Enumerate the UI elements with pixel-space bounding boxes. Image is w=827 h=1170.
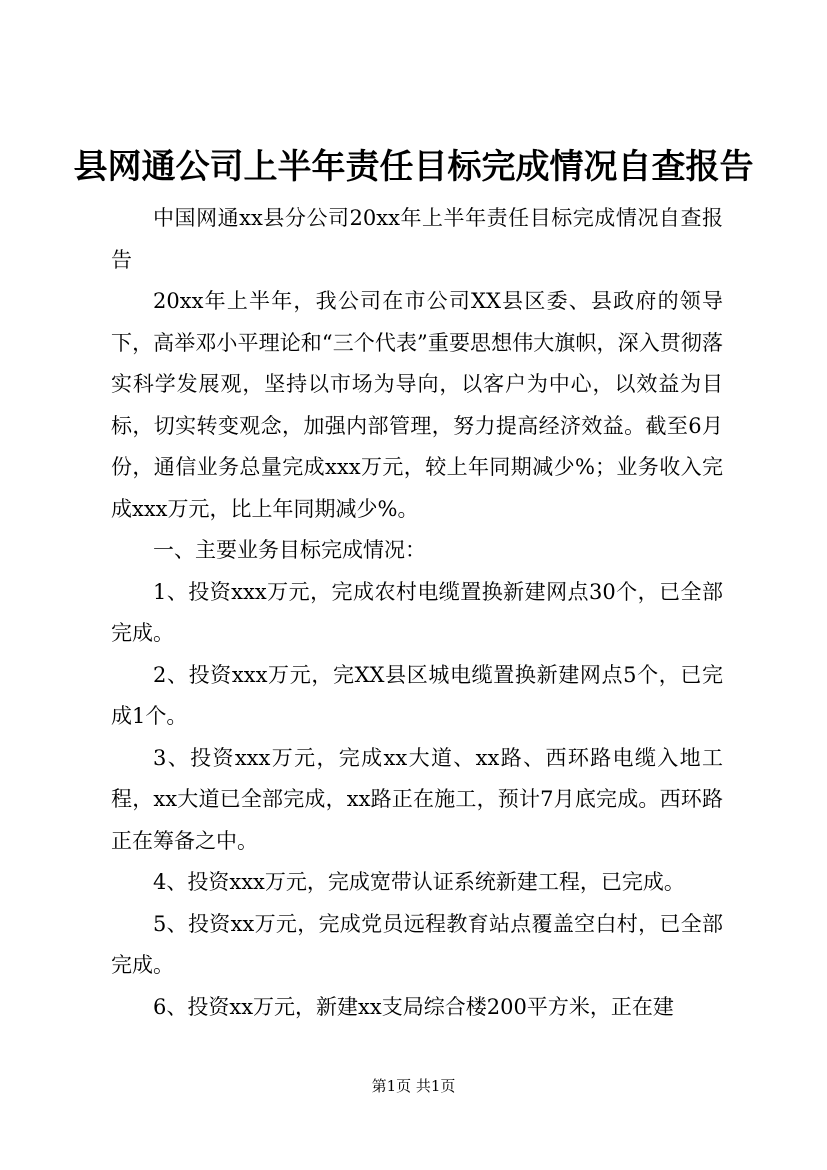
paragraph: 中国网通xx县分公司20xx年上半年责任目标完成情况自查报告 xyxy=(111,206,723,272)
document-title: 县网通公司上半年责任目标完成情况自查报告 xyxy=(73,147,754,187)
page-footer: 第1页 共1页 xyxy=(371,1077,456,1095)
list-item: 3、投资xxx万元，完成xx大道、xx路、西环路电缆入地工程，xx大道已全部完成，xx路正在施工，预计7月底完成。西环路正在筹备之中。 xyxy=(111,745,723,853)
paragraph: 20xx年上半年，我公司在市公司XX县区委、县政府的领导下，高举邓小平理论和“三个代表”重要思想伟大旗帜，深入贯彻落实科学发展观，坚持以市场为导向，以客户为中心，以效益为目标，切实转变观念，加强内部管理，努力提高经济效益。截至6月份，通信业务总量完成xxx万元，较上年同期减少%；业务收入完成xxx万元，比上年同期减少%。 xyxy=(111,289,723,521)
list-item: 2、投资xxx万元，完XX县区城电缆置换新建网点5个，已完成1个。 xyxy=(111,662,723,728)
list-item: 5、投资xx万元，完成党员远程教育站点覆盖空白村，已全部完成。 xyxy=(111,911,723,977)
section-heading: 一、主要业务目标完成情况： xyxy=(153,538,426,562)
list-item: 6、投资xx万元，新建xx支局综合楼200平方米，正在建 xyxy=(153,994,674,1019)
list-item: 1、投资xxx万元，完成农村电缆置换新建网点30个，已全部完成。 xyxy=(111,579,723,645)
list-item: 4、投资xxx万元，完成宽带认证系统新建工程，已完成。 xyxy=(153,870,685,894)
document-body xyxy=(111,198,723,1028)
